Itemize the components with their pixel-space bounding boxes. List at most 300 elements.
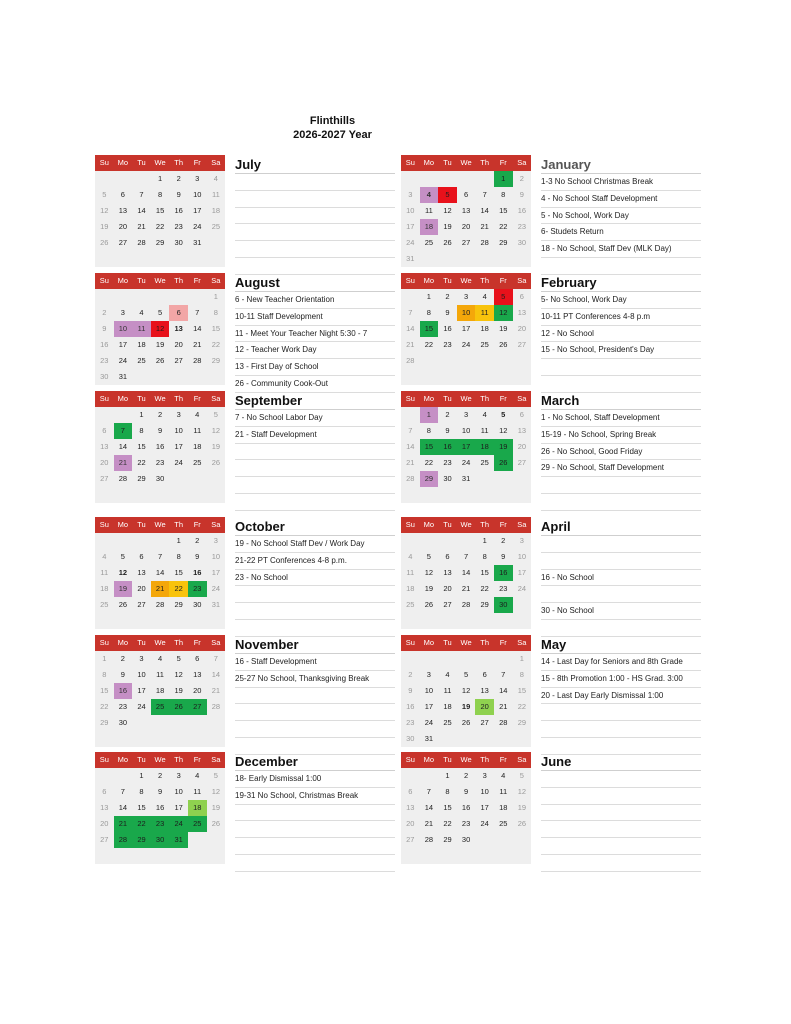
- empty-cell: [457, 369, 476, 385]
- empty-cell: [114, 613, 133, 629]
- event-list: [541, 654, 701, 755]
- day-cell: 9: [445, 308, 450, 317]
- empty-cell: [513, 832, 532, 848]
- day-cell: 9: [102, 324, 107, 333]
- day-cell: 23: [443, 458, 452, 467]
- day-cell: 1: [519, 654, 524, 663]
- event-line: 10-11 Staff Development: [235, 309, 395, 326]
- empty-cell: [188, 832, 207, 848]
- empty-cell: [151, 848, 170, 864]
- day-cell: 29: [132, 832, 151, 848]
- day-cell: 29: [211, 356, 221, 365]
- month-name: January: [541, 157, 591, 172]
- day-cell: 18: [100, 584, 109, 593]
- day-cell: 4: [420, 187, 439, 203]
- event-line: [235, 704, 395, 721]
- empty-cell: [114, 731, 133, 747]
- weekday-header: Sa: [513, 273, 532, 289]
- day-cell: 31: [406, 254, 415, 263]
- day-cell: 9: [195, 552, 200, 561]
- day-cell: 17: [174, 442, 183, 451]
- weekday-header: Fr: [494, 155, 513, 171]
- day-cell: 20: [100, 819, 109, 828]
- day-cell: 28: [118, 474, 128, 483]
- day-cell: 10: [174, 426, 183, 435]
- day-cell: 26: [169, 699, 188, 715]
- month-name: June: [541, 754, 572, 769]
- day-cell: 6: [102, 787, 107, 796]
- weekday-header: Mo: [420, 752, 439, 768]
- empty-cell: [438, 848, 457, 864]
- empty-cell: [513, 613, 532, 629]
- weekday-header: Tu: [132, 635, 151, 651]
- day-cell: 17: [480, 803, 489, 812]
- day-cell: 20: [517, 324, 527, 333]
- day-cell: 26: [211, 458, 221, 467]
- weekday-header: We: [457, 517, 476, 533]
- day-cell: 18: [406, 584, 415, 593]
- weekday-header: We: [151, 517, 170, 533]
- empty-cell: [401, 289, 420, 305]
- mini-calendar: [401, 273, 531, 385]
- event-line: [541, 477, 701, 494]
- day-cell: 30: [193, 600, 202, 609]
- empty-cell: [438, 613, 457, 629]
- day-cell: 2: [157, 410, 163, 419]
- weekday-header: Su: [95, 752, 114, 768]
- day-cell: 19: [443, 222, 452, 231]
- empty-cell: [420, 613, 439, 629]
- event-line: 10-11 PT Conferences 4-8 p.m: [541, 309, 701, 326]
- day-cell: 12: [100, 206, 109, 215]
- mini-calendar: [95, 391, 225, 503]
- weekday-header: Mo: [114, 155, 133, 171]
- day-cell: 25: [406, 600, 415, 609]
- empty-cell: [401, 768, 420, 784]
- month-name: December: [235, 754, 298, 769]
- empty-cell: [207, 832, 226, 848]
- empty-cell: [494, 651, 513, 667]
- day-cell: 7: [408, 308, 413, 317]
- empty-cell: [95, 171, 114, 187]
- day-cell: 14: [406, 324, 415, 333]
- empty-cell: [438, 731, 457, 747]
- empty-cell: [513, 731, 532, 747]
- day-cell: 26: [443, 238, 452, 247]
- mini-calendar: [401, 391, 531, 503]
- weekday-header: Su: [95, 391, 114, 407]
- empty-cell: [169, 715, 188, 731]
- day-cell: 3: [482, 771, 487, 780]
- day-cell: 2: [519, 174, 524, 183]
- day-cell: 7: [482, 190, 487, 199]
- event-line: [541, 805, 701, 822]
- empty-cell: [95, 613, 114, 629]
- weekday-header: We: [151, 391, 170, 407]
- day-cell: 18: [420, 219, 439, 235]
- event-line: [541, 553, 701, 570]
- day-cell: 11: [499, 787, 508, 796]
- day-cell: 23: [118, 702, 128, 711]
- event-line: [235, 855, 395, 872]
- day-cell: 26: [494, 455, 513, 471]
- day-cell: 21: [114, 816, 133, 832]
- day-cell: 15: [480, 568, 489, 577]
- day-cell: 7: [195, 308, 200, 317]
- day-cell: 1: [445, 771, 450, 780]
- weekday-header: Th: [475, 752, 494, 768]
- event-line: [541, 536, 701, 553]
- day-cell: 10: [517, 552, 527, 561]
- event-line: [541, 855, 701, 872]
- empty-cell: [207, 715, 226, 731]
- day-cell: 30: [118, 718, 128, 727]
- empty-cell: [513, 848, 532, 864]
- day-cell: 25: [480, 340, 489, 349]
- month-name: February: [541, 275, 597, 290]
- day-cell: 25: [100, 600, 109, 609]
- empty-cell: [420, 171, 439, 187]
- day-cell: 10: [406, 206, 415, 215]
- day-cell: 4: [501, 771, 506, 780]
- day-cell: 27: [174, 356, 183, 365]
- day-cell: 8: [426, 308, 431, 317]
- day-cell: 29: [137, 474, 146, 483]
- empty-cell: [494, 832, 513, 848]
- event-line: 13 - First Day of School: [235, 359, 395, 376]
- empty-cell: [207, 235, 226, 251]
- empty-cell: [188, 848, 207, 864]
- empty-cell: [188, 731, 207, 747]
- event-list: [541, 410, 701, 511]
- weekday-header: Tu: [438, 635, 457, 651]
- day-cell: 15: [499, 206, 508, 215]
- day-cell: 6: [102, 426, 107, 435]
- event-line: 26 - Community Cook-Out: [235, 376, 395, 393]
- weekday-header: Sa: [513, 155, 532, 171]
- day-cell: 22: [480, 584, 489, 593]
- weekday-header: Su: [95, 635, 114, 651]
- day-cell: 11: [480, 426, 489, 435]
- day-cell: 19: [174, 686, 183, 695]
- day-cell: 19: [494, 439, 513, 455]
- day-cell: 10: [424, 686, 434, 695]
- empty-cell: [494, 848, 513, 864]
- empty-cell: [132, 171, 151, 187]
- weekday-header: Th: [169, 155, 188, 171]
- day-cell: 25: [193, 458, 202, 467]
- day-cell: 19: [100, 222, 109, 231]
- event-line: [541, 359, 701, 376]
- empty-cell: [420, 651, 439, 667]
- weekday-header: Mo: [114, 635, 133, 651]
- day-cell: 22: [211, 340, 221, 349]
- day-cell: 14: [424, 803, 434, 812]
- empty-cell: [401, 487, 420, 503]
- weekday-header: Mo: [420, 391, 439, 407]
- empty-cell: [513, 369, 532, 385]
- event-list: [541, 771, 701, 872]
- weekday-header: Th: [475, 517, 494, 533]
- empty-cell: [169, 289, 188, 305]
- event-line: [235, 174, 395, 191]
- weekday-header: Sa: [513, 752, 532, 768]
- day-cell: 22: [517, 702, 527, 711]
- empty-cell: [114, 768, 133, 784]
- empty-cell: [513, 353, 532, 369]
- event-line: 29 - No School, Staff Development: [541, 460, 701, 477]
- day-cell: 3: [176, 410, 181, 419]
- empty-cell: [188, 487, 207, 503]
- day-cell: 28: [499, 718, 508, 727]
- day-cell: 11: [475, 305, 494, 321]
- day-cell: 3: [213, 536, 218, 545]
- empty-cell: [438, 369, 457, 385]
- event-line: [235, 224, 395, 241]
- day-cell: 5: [102, 190, 107, 199]
- day-cell: 13: [406, 803, 415, 812]
- event-line: 25-27 No School, Thanksgiving Break: [235, 671, 395, 688]
- mini-calendar: [401, 635, 531, 747]
- day-cell: 3: [408, 190, 413, 199]
- event-line: [235, 460, 395, 477]
- month-block-november: [95, 635, 395, 747]
- event-line: 16 - Staff Development: [235, 654, 395, 671]
- weekday-header: Tu: [132, 273, 151, 289]
- day-cell: 13: [461, 206, 471, 215]
- event-line: 12 - No School: [541, 326, 701, 343]
- empty-cell: [401, 533, 420, 549]
- empty-cell: [513, 487, 532, 503]
- day-cell: 20: [137, 584, 146, 593]
- day-cell: 10: [137, 670, 146, 679]
- empty-cell: [438, 353, 457, 369]
- event-line: 4 - No School Staff Development: [541, 191, 701, 208]
- day-cell: 24: [174, 458, 183, 467]
- day-cell: 11: [193, 426, 202, 435]
- day-cell: 2: [102, 308, 107, 317]
- weekday-header: Su: [401, 273, 420, 289]
- mini-calendar: [95, 517, 225, 629]
- day-cell: 17: [174, 803, 183, 812]
- day-cell: 27: [517, 340, 527, 349]
- day-cell: 6: [195, 654, 200, 663]
- day-cell: 15: [443, 803, 452, 812]
- empty-cell: [151, 715, 170, 731]
- event-line: [235, 494, 395, 511]
- weekday-header: Sa: [513, 517, 532, 533]
- weekday-header: Fr: [188, 517, 207, 533]
- day-cell: 26: [517, 819, 527, 828]
- event-line: 20 - Last Day Early Dismissal 1:00: [541, 688, 701, 705]
- day-cell: 12: [174, 670, 183, 679]
- day-cell: 14: [480, 206, 489, 215]
- month-name: April: [541, 519, 571, 534]
- empty-cell: [207, 731, 226, 747]
- day-cell: 27: [118, 238, 128, 247]
- event-line: 18 - No School, Staff Dev (MLK Day): [541, 241, 701, 258]
- weekday-header: Th: [475, 273, 494, 289]
- empty-cell: [132, 289, 151, 305]
- weekday-header: Th: [169, 273, 188, 289]
- weekday-header: We: [151, 273, 170, 289]
- day-cell: 23: [151, 816, 170, 832]
- empty-cell: [494, 471, 513, 487]
- day-cell: 23: [174, 222, 183, 231]
- empty-cell: [401, 848, 420, 864]
- school-year: 2026-2027 Year: [293, 129, 372, 141]
- empty-cell: [401, 407, 420, 423]
- month-block-may: [401, 635, 701, 747]
- day-cell: 2: [445, 410, 450, 419]
- day-cell: 23: [443, 340, 452, 349]
- empty-cell: [169, 251, 188, 267]
- day-cell: 12: [151, 321, 170, 337]
- empty-cell: [475, 369, 494, 385]
- day-cell: 26: [118, 600, 128, 609]
- day-cell: 17: [424, 702, 434, 711]
- empty-cell: [401, 651, 420, 667]
- day-cell: 15: [174, 568, 183, 577]
- weekday-header: Tu: [132, 391, 151, 407]
- day-cell: 26: [155, 356, 165, 365]
- day-cell: 22: [424, 340, 434, 349]
- day-cell: 26: [424, 600, 434, 609]
- day-cell: 15: [420, 321, 439, 337]
- weekday-header: Fr: [188, 391, 207, 407]
- day-cell: 26: [100, 238, 109, 247]
- event-line: [235, 688, 395, 705]
- weekday-header: We: [151, 635, 170, 651]
- empty-cell: [475, 848, 494, 864]
- day-cell: 29: [100, 718, 109, 727]
- day-cell: 4: [157, 654, 163, 663]
- day-cell: 25: [211, 222, 221, 231]
- day-cell: 22: [100, 702, 109, 711]
- weekday-header: Sa: [207, 155, 226, 171]
- day-cell: 15: [517, 686, 527, 695]
- day-cell: 7: [501, 670, 506, 679]
- event-line: 7 - No School Labor Day: [235, 410, 395, 427]
- weekday-header: Fr: [494, 752, 513, 768]
- day-cell: 7: [114, 423, 133, 439]
- day-cell: 8: [176, 552, 181, 561]
- day-cell: 6: [519, 410, 524, 419]
- empty-cell: [114, 407, 133, 423]
- empty-cell: [207, 471, 226, 487]
- event-line: 12 - Teacher Work Day: [235, 342, 395, 359]
- event-line: [235, 721, 395, 738]
- day-cell: 8: [519, 670, 524, 679]
- month-block-february: [401, 273, 701, 385]
- month-name: September: [235, 393, 303, 408]
- weekday-header: Fr: [188, 752, 207, 768]
- day-cell: 24: [118, 356, 128, 365]
- day-cell: 4: [139, 308, 144, 317]
- day-cell: 9: [157, 787, 163, 796]
- weekday-header: Fr: [494, 635, 513, 651]
- day-cell: 24: [461, 340, 471, 349]
- day-cell: 20: [406, 819, 415, 828]
- day-cell: 11: [443, 686, 452, 695]
- day-cell: 5: [213, 410, 218, 419]
- empty-cell: [132, 251, 151, 267]
- event-line: [235, 603, 395, 620]
- day-cell: 8: [482, 552, 487, 561]
- event-line: [541, 771, 701, 788]
- day-cell: 8: [139, 787, 144, 796]
- weekday-header: We: [457, 635, 476, 651]
- event-list: [235, 174, 395, 275]
- day-cell: 16: [461, 803, 471, 812]
- day-cell: 28: [461, 600, 471, 609]
- empty-cell: [151, 289, 170, 305]
- day-cell: 21: [211, 686, 221, 695]
- event-line: 5 - No School, Work Day: [541, 208, 701, 225]
- day-cell: 27: [188, 699, 207, 715]
- month-block-april: [401, 517, 701, 629]
- event-line: [541, 586, 701, 603]
- day-cell: 6: [463, 190, 469, 199]
- day-cell: 16: [494, 565, 513, 581]
- day-cell: 2: [501, 536, 506, 545]
- event-list: [541, 292, 701, 393]
- day-cell: 28: [480, 238, 489, 247]
- day-cell: 7: [426, 787, 431, 796]
- weekday-header: Mo: [420, 273, 439, 289]
- empty-cell: [207, 251, 226, 267]
- weekday-header: Th: [475, 155, 494, 171]
- day-cell: 19: [114, 581, 133, 597]
- empty-cell: [475, 731, 494, 747]
- empty-cell: [95, 533, 114, 549]
- empty-cell: [420, 768, 439, 784]
- day-cell: 21: [193, 340, 202, 349]
- empty-cell: [401, 171, 420, 187]
- day-cell: 3: [463, 410, 469, 419]
- day-cell: 4: [102, 552, 107, 561]
- empty-cell: [475, 171, 494, 187]
- day-cell: 22: [169, 581, 188, 597]
- day-cell: 27: [100, 835, 109, 844]
- empty-cell: [457, 533, 476, 549]
- day-cell: 6: [408, 787, 413, 796]
- day-cell: 17: [193, 206, 202, 215]
- day-cell: 24: [169, 816, 188, 832]
- event-line: 14 - Last Day for Seniors and 8th Grade: [541, 654, 701, 671]
- day-cell: 19: [424, 584, 434, 593]
- day-cell: 21: [499, 702, 508, 711]
- day-cell: 10: [457, 305, 476, 321]
- day-cell: 12: [118, 568, 128, 577]
- day-cell: 31: [118, 372, 128, 381]
- weekday-header: Tu: [132, 752, 151, 768]
- day-cell: 24: [137, 702, 146, 711]
- event-line: [541, 838, 701, 855]
- month-block-january: [401, 155, 701, 267]
- day-cell: 27: [100, 474, 109, 483]
- event-list: [235, 771, 395, 872]
- day-cell: 18: [499, 803, 508, 812]
- day-cell: 12: [499, 426, 508, 435]
- empty-cell: [188, 471, 207, 487]
- day-cell: 24: [461, 458, 471, 467]
- empty-cell: [114, 487, 133, 503]
- day-cell: 17: [118, 340, 128, 349]
- empty-cell: [188, 251, 207, 267]
- event-line: 15-19 - No School, Spring Break: [541, 427, 701, 444]
- empty-cell: [188, 289, 207, 305]
